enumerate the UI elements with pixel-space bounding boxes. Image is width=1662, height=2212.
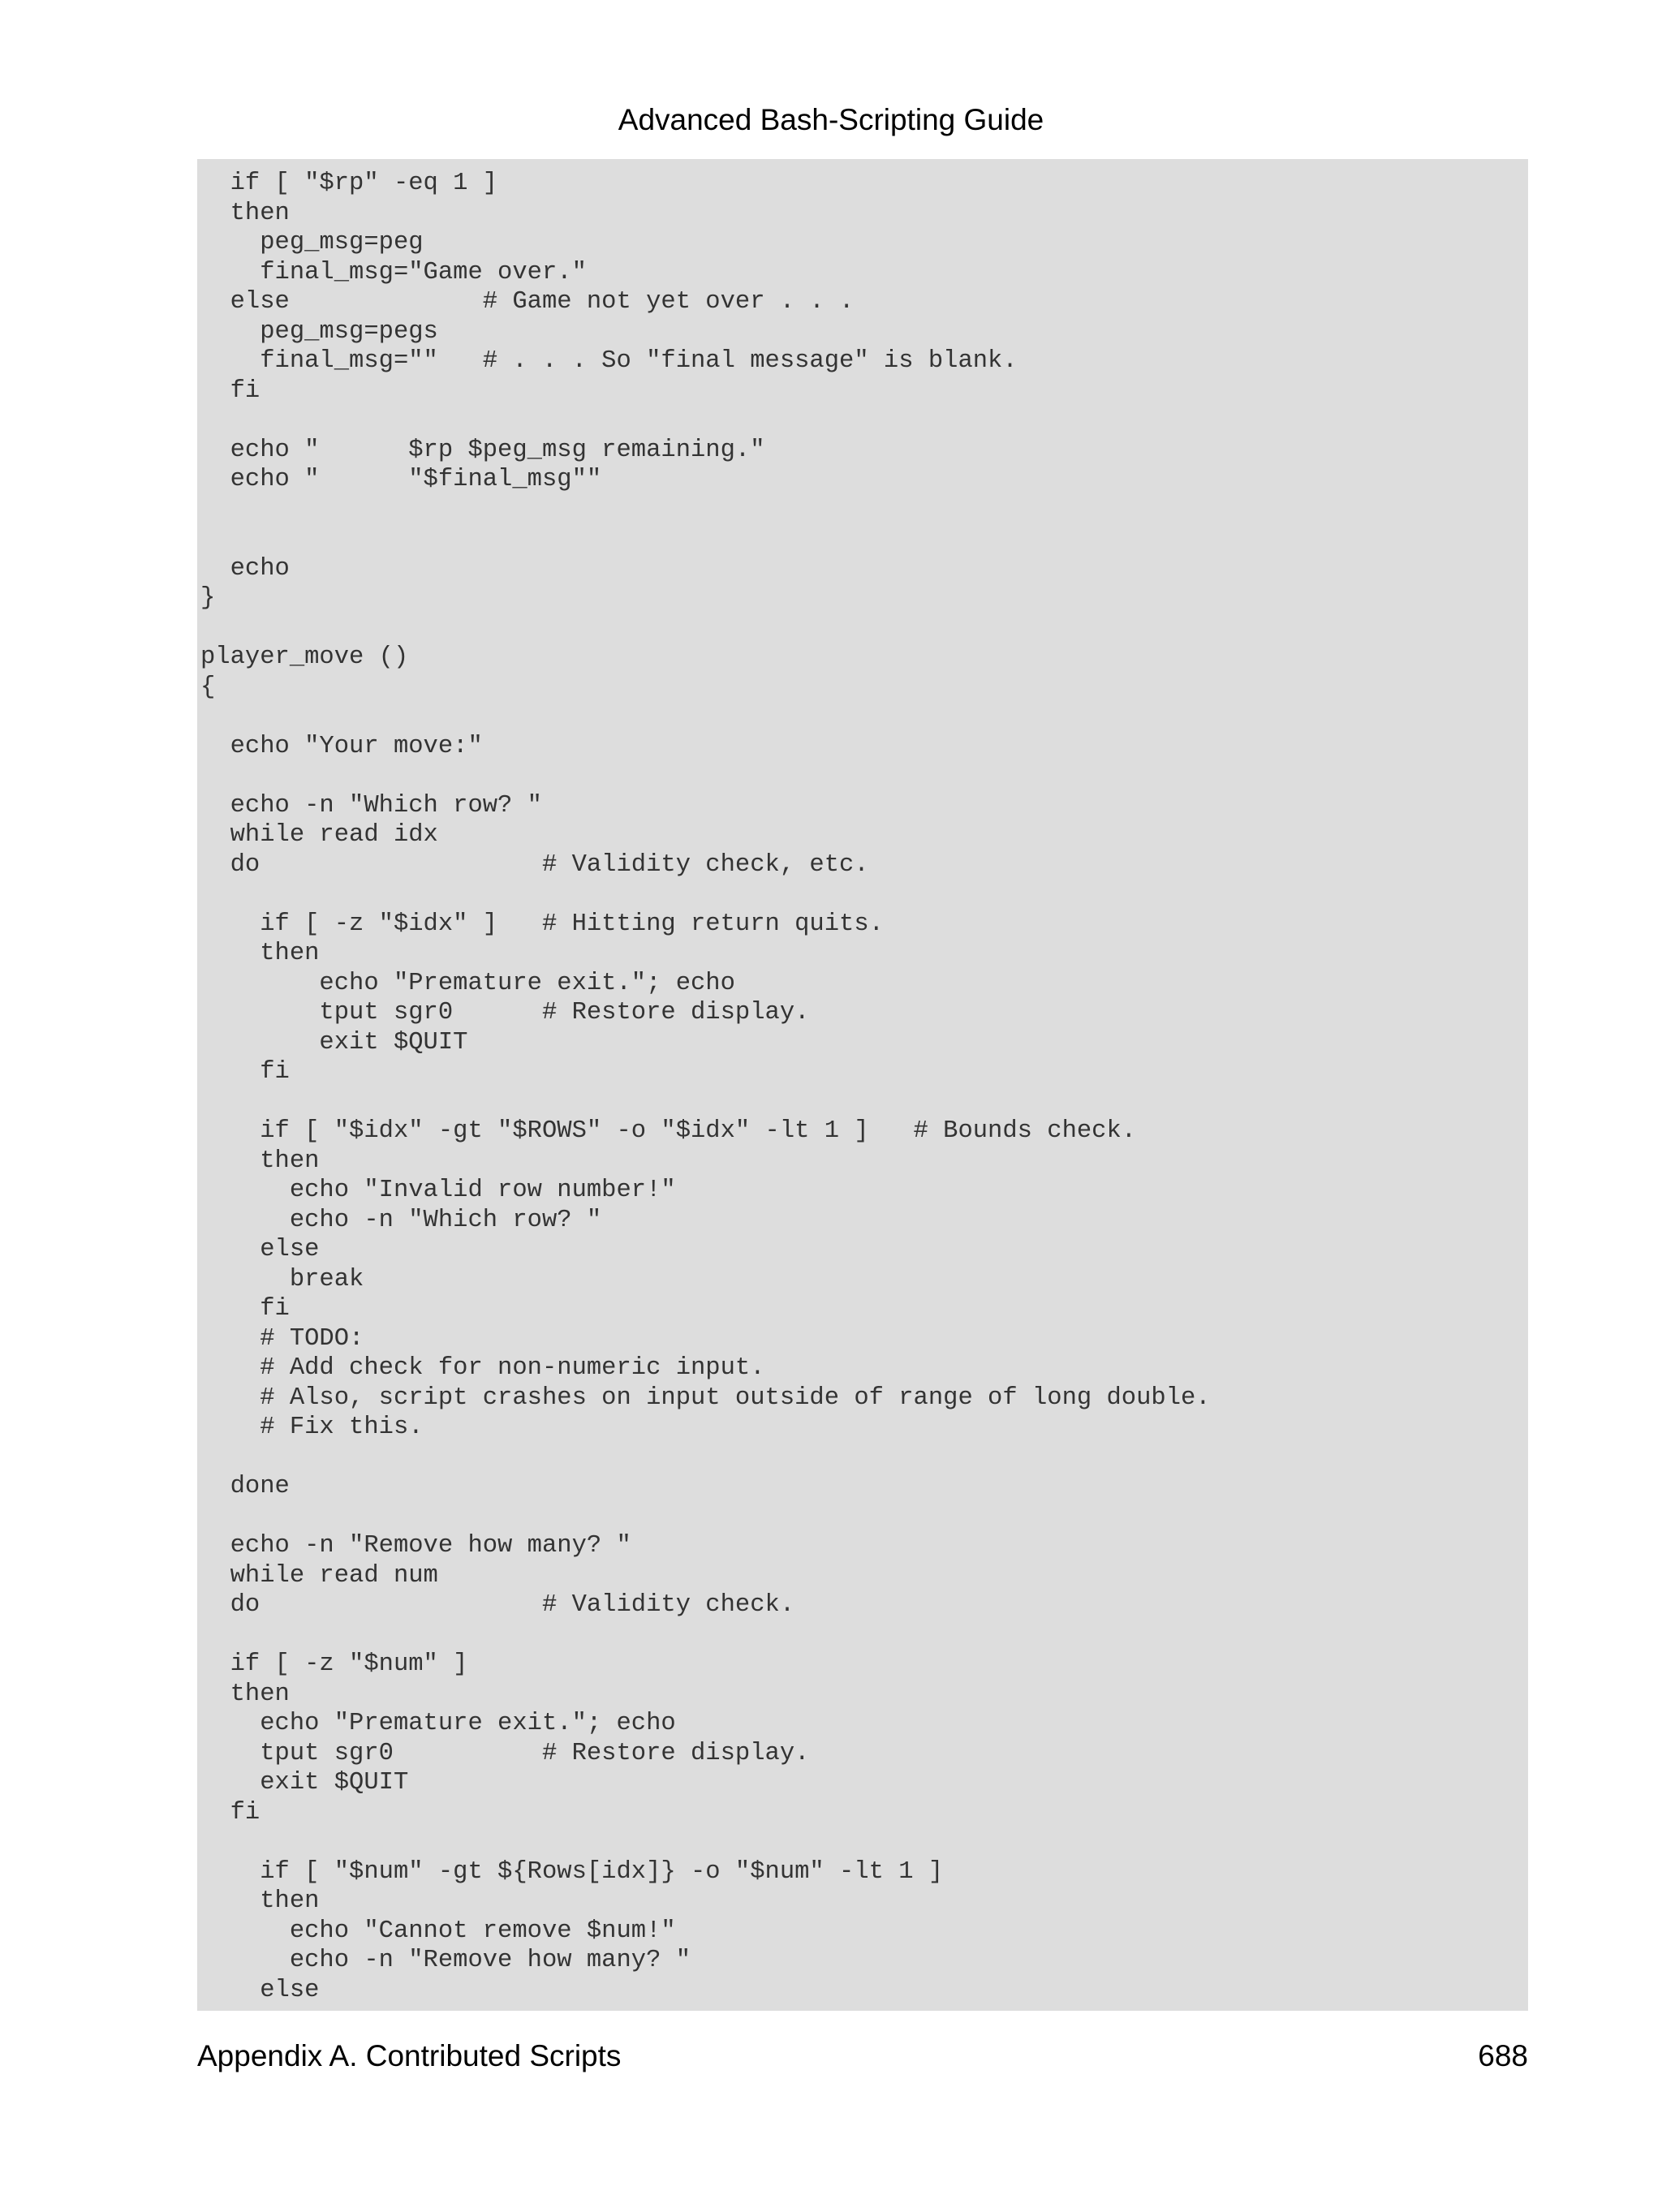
- code-line: tput sgr0 # Restore display.: [200, 999, 810, 1026]
- code-line: echo " $rp $peg_msg remaining.": [200, 436, 765, 464]
- page-footer: [197, 2037, 1528, 2077]
- code-line: [200, 1620, 1211, 1650]
- code-line: exit $QUIT: [200, 1769, 409, 1797]
- code-line: [200, 1502, 1211, 1532]
- code-line: peg_msg=peg: [200, 229, 424, 256]
- code-line: [200, 495, 1211, 525]
- code-line: echo "Invalid row number!": [200, 1177, 676, 1204]
- code-line: while read idx: [200, 821, 438, 849]
- code-line: player_move (): [200, 643, 409, 671]
- code-line: echo -n "Which row? ": [200, 1206, 602, 1234]
- code-line: peg_msg=pegs: [200, 317, 438, 346]
- code-line: then: [200, 1680, 290, 1708]
- code-line: echo "Premature exit."; echo: [200, 969, 735, 997]
- code-line: echo " "$final_msg"": [200, 466, 602, 493]
- code-line: else: [200, 1976, 320, 2004]
- footer-section-title: Appendix A. Contributed Scripts: [197, 2039, 622, 2072]
- code-line: echo -n "Which row? ": [200, 791, 542, 820]
- code-line: then: [200, 1887, 320, 1915]
- code-line: then: [200, 940, 320, 967]
- code-line: [200, 880, 1211, 910]
- code-line: if [ "$idx" -gt "$ROWS" -o "$idx" -lt 1 ] # Bounds check.: [200, 1117, 1137, 1145]
- code-line: # Fix this.: [200, 1414, 424, 1441]
- code-line: [200, 702, 1211, 732]
- page-number: 688: [1478, 2039, 1528, 2072]
- code-line: else: [200, 1236, 320, 1263]
- code-line: echo "Your move:": [200, 732, 483, 760]
- code-line: [200, 613, 1211, 643]
- code-line: if [ "$num" -gt ${Rows[idx]} -o "$num" -lt 1 ]: [200, 1857, 944, 1886]
- code-line: if [ "$rp" -eq 1 ]: [200, 170, 498, 197]
- page-header: Advanced Bash-Scripting Guide: [618, 103, 1044, 136]
- code-listing: [200, 169, 1211, 2005]
- code-line: # Add check for non-numeric input.: [200, 1354, 765, 1382]
- code-line: do # Validity check, etc.: [200, 850, 869, 879]
- code-line: fi: [200, 377, 260, 405]
- code-line: final_msg="" # . . . So "final message" is blank.: [200, 347, 1018, 375]
- code-line: break: [200, 1265, 364, 1293]
- code-line: fi: [200, 1058, 290, 1086]
- code-line: [200, 1443, 1211, 1473]
- code-line: # Also, script crashes on input outside of range of long double.: [200, 1384, 1211, 1412]
- code-line: then: [200, 199, 290, 227]
- code-line: while read num: [200, 1561, 438, 1590]
- code-line: [200, 761, 1211, 791]
- code-line: if [ -z "$num" ]: [200, 1650, 468, 1678]
- code-line: echo: [200, 554, 290, 583]
- code-line: echo "Premature exit."; echo: [200, 1710, 676, 1737]
- code-line: done: [200, 1473, 290, 1500]
- code-line: echo -n "Remove how many? ": [200, 1532, 631, 1560]
- code-line: else # Game not yet over . . .: [200, 288, 855, 316]
- code-line: do # Validity check.: [200, 1591, 795, 1619]
- code-line: [200, 524, 1211, 554]
- code-line: fi: [200, 1295, 290, 1323]
- code-line: echo -n "Remove how many? ": [200, 1947, 691, 1974]
- code-listing-box: [197, 159, 1528, 2011]
- code-line: [200, 1087, 1211, 1117]
- code-line: # TODO:: [200, 1324, 364, 1353]
- code-line: [200, 1827, 1211, 1857]
- code-line: fi: [200, 1798, 260, 1827]
- code-line: then: [200, 1147, 320, 1175]
- code-line: }: [200, 584, 216, 612]
- code-line: {: [200, 673, 216, 701]
- code-line: echo "Cannot remove $num!": [200, 1917, 676, 1945]
- code-line: tput sgr0 # Restore display.: [200, 1739, 810, 1767]
- code-line: exit $QUIT: [200, 1028, 468, 1057]
- code-line: [200, 406, 1211, 436]
- code-line: final_msg="Game over.": [200, 258, 587, 286]
- code-line: if [ -z "$idx" ] # Hitting return quits.: [200, 910, 884, 938]
